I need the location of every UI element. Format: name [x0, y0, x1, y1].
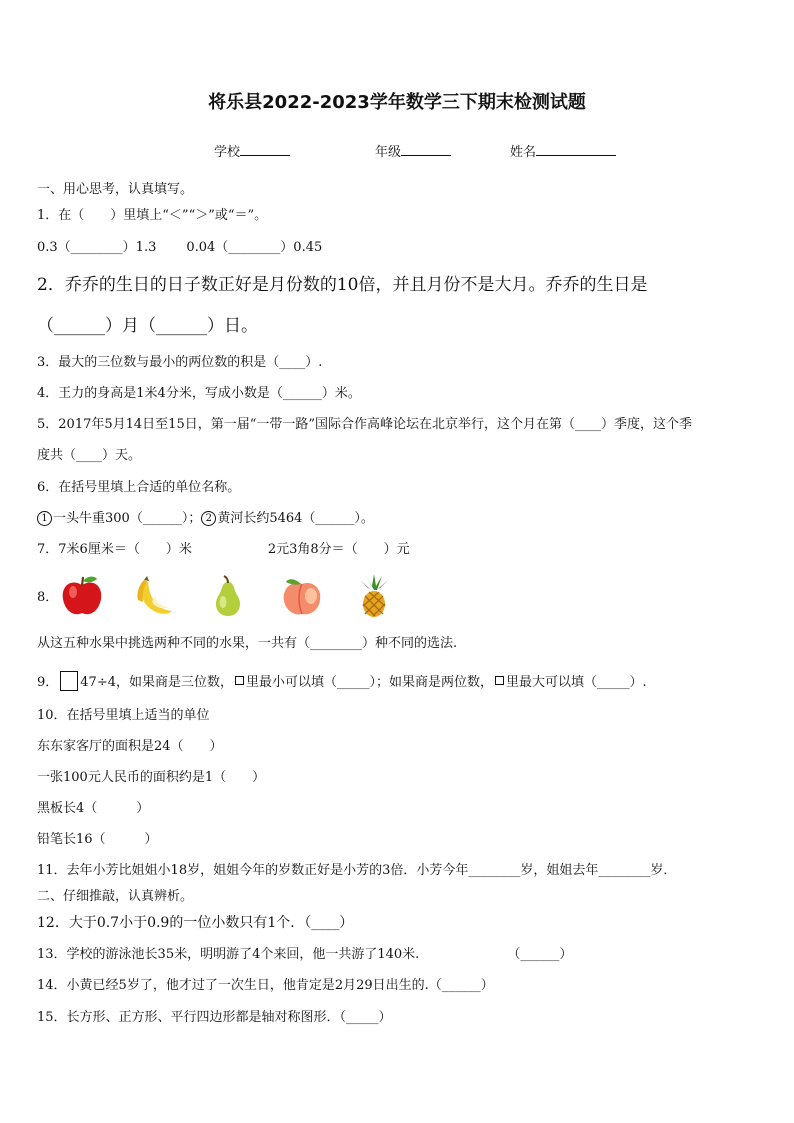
question-9-number: 9． [37, 675, 59, 690]
question-3: 3．最大的三位数与最小的两位数的积是（____）. [37, 355, 323, 370]
section-heading-2: 二、仔细推敲，认真辨析。 [37, 889, 194, 904]
question-7-item-a: 7．7米6厘米＝（ ）米 [37, 542, 192, 557]
grade-blank[interactable] [401, 142, 451, 156]
question-11: 11．去年小芳比姐姐小18岁，姐姐今年的岁数正好是小芳的3倍．小芳今年________岁，姐姐去年________岁． [37, 863, 677, 878]
school-field [214, 141, 290, 160]
question-10-item-2: 一张100元人民币的面积约是1（ ） [37, 770, 266, 785]
question-1-item-b: 0.04（________）0.45 [186, 240, 323, 255]
pear-icon [206, 574, 250, 618]
grade-field [375, 141, 451, 160]
question-10: 10．在括号里填上适当的单位 [37, 708, 210, 723]
question-13-blank: （______） [507, 947, 573, 962]
question-5-line-2: 度共（____）天。 [37, 448, 142, 463]
question-1-items [37, 240, 322, 256]
question-6-items [37, 511, 374, 527]
question-2-line-1: 2．乔乔的生日的日子数正好是月份数的10倍，并且月份不是大月。乔乔的生日是 [37, 275, 648, 295]
question-10-item-3: 黑板长4（ ） [37, 801, 150, 816]
question-5-line-1: 5．2017年5月14日至15日，第一届“一带一路”国际合作高峰论坛在北京举行，这个月在第（____）季度，这个季 [37, 417, 693, 432]
question-14: 14．小黄已经5岁了，他才过了一次生日，他肯定是2月29日出生的.（______） [37, 978, 494, 993]
small-square-icon-2 [495, 676, 504, 685]
question-7 [37, 542, 410, 558]
question-12: 12．大于0.7小于0.9的一位小数只有1个．（____） [37, 915, 354, 931]
question-13 [37, 947, 572, 963]
apple-icon [60, 574, 104, 618]
question-9-part-3: 里最大可以填（_____）. [506, 675, 647, 690]
section-heading-1: 一、用心思考，认真填写。 [37, 182, 194, 197]
pineapple-icon [352, 574, 396, 618]
question-10-item-4: 铅笔长16（ ） [37, 832, 158, 847]
small-square-icon [235, 676, 244, 685]
question-4: 4．王力的身高是1米4分米，写成小数是（______）米。 [37, 386, 361, 401]
question-10-item-1: 东东家客厅的面积是24（ ） [37, 739, 223, 754]
page-title: 将乐县2022-2023学年数学三下期末检测试题 [208, 92, 586, 113]
grade-label: 年级 [375, 145, 402, 160]
question-9-part-1: 47÷4，如果商是三位数， [80, 675, 233, 690]
question-6: 6．在括号里填上合适的单位名称。 [37, 480, 241, 495]
question-15: 15．长方形、正方形、平行四边形都是轴对称图形．（_____） [37, 1010, 392, 1025]
name-field [510, 141, 616, 160]
question-8-text: 从这五种水果中挑选两种不同的水果，一共有（________）种不同的选法. [37, 636, 458, 651]
question-13-text: 13．学校的游泳池长35米，明明游了4个来回，他一共游了140米. [37, 947, 420, 962]
question-2-line-2: （______）月（______）日。 [37, 316, 258, 336]
school-blank[interactable] [240, 142, 290, 156]
question-1: 1．在（ ）里填上“＜”“＞”或“＝”。 [37, 208, 268, 223]
question-1-item-a: 0.3（________）1.3 [37, 240, 157, 255]
circled-number-2: 2 [201, 511, 216, 526]
question-8-number: 8． [37, 590, 59, 605]
name-blank[interactable] [536, 142, 616, 156]
digit-box[interactable] [60, 671, 78, 691]
question-9-part-2: 里最小可以填（_____）；如果商是两位数， [246, 675, 494, 690]
question-9 [37, 671, 647, 691]
school-label: 学校 [214, 145, 241, 160]
banana-icon [130, 574, 174, 618]
peach-icon [280, 574, 324, 618]
name-label: 姓名 [510, 145, 537, 160]
question-6-item-2: 黄河长约5464（______）。 [217, 511, 374, 526]
question-6-item-1: 一头牛重300（______）； [53, 511, 202, 526]
question-7-item-b: 2元3角8分＝（ ）元 [267, 542, 410, 557]
circled-number-1: 1 [37, 511, 52, 526]
